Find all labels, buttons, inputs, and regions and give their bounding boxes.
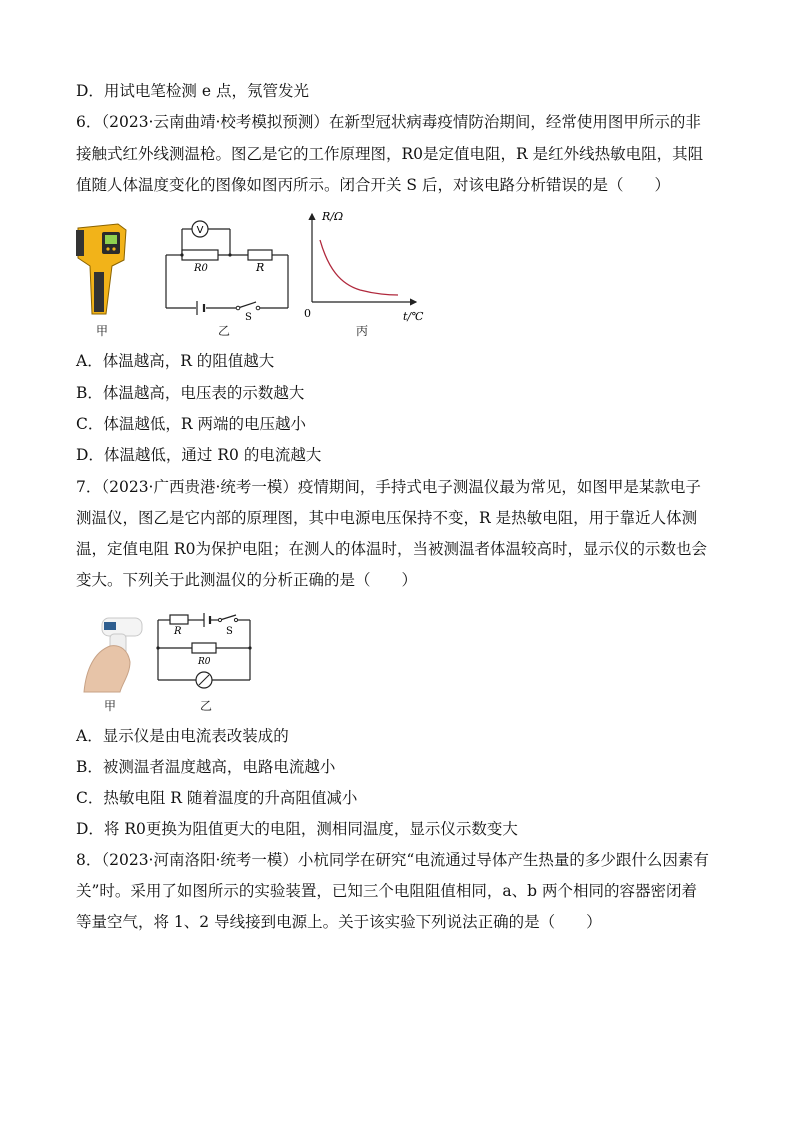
q6-option-b: B．体温越高，电压表的示数越大 [76, 384, 305, 402]
q6-r-resistor [248, 250, 272, 260]
q6-caption-jia: 甲 [96, 324, 109, 338]
q7-stem-line-1: 7．（2023·广西贵港·统考一模）疫情期间，手持式电子测温仪最为常见，如图甲是某款电子 [76, 478, 701, 496]
q6-caption-bing: 丙 [356, 324, 369, 338]
q6-circuit-diagram [160, 212, 295, 324]
q7-r-label: R [174, 626, 182, 637]
q6-stem-line-2: 接触式红外线测温枪。图乙是它的工作原理图，R0是定值电阻，R 是红外线热敏电阻，其阻 [76, 145, 704, 163]
q7-caption-yi: 乙 [200, 699, 213, 713]
q6-r0-label: R0 [194, 263, 208, 274]
q7-option-d: D．将 R0更换为阻值更大的电阻，测相同温度，显示仪示数变大 [76, 820, 518, 838]
q6-stem-line-1: 6．（2023·云南曲靖·校考模拟预测）在新型冠状病毒疫情防治期间，经常使用图甲所示的非 [76, 113, 701, 131]
q7-stem-line-2: 测温仪，图乙是它内部的原理图，其中电源电压保持不变，R 是热敏电阻，用于靠近人体测 [76, 509, 698, 527]
q7-switch-label: S [226, 626, 233, 637]
q7-option-a: A．显示仪是由电流表改装成的 [76, 727, 289, 745]
q6-option-d: D．体温越低，通过 R0 的电流越大 [76, 446, 322, 464]
q8-stem-line-1: 8．（2023·河南洛阳·统考一模）小杭同学在研究“电流通过导体产生热量的多少跟什么因素有 [76, 851, 709, 869]
q7-caption-jia: 甲 [104, 699, 117, 713]
q6-stem-line-3: 值随人体温度变化的图像如图丙所示。闭合开关 S 后，对该电路分析错误的是（ ） [76, 176, 670, 194]
q6-origin: 0 [304, 307, 311, 320]
q8-stem-line-3: 等量空气，将 1、2 导线接到电源上。关于该实验下列说法正确的是（ ） [76, 913, 602, 931]
q6-ylabel: R/Ω [322, 210, 344, 223]
forehead-thermometer-image [80, 612, 144, 694]
q6-option-c: C．体温越低，R 两端的电压越小 [76, 415, 306, 433]
q6-switch-label: S [245, 312, 252, 323]
infrared-thermometer-image [72, 222, 132, 318]
q7-stem-line-3: 温，定值电阻 R0为保护电阻；在测人的体温时，当被测温者体温较高时，显示仪的示数也会 [76, 540, 707, 558]
q8-stem-line-2: 关”时。采用了如图所示的实验装置，已知三个电阻阻值相同，a、b 两个相同的容器密闭着 [76, 882, 698, 900]
q5-option-d: D．用试电笔检测 e 点，氖管发光 [76, 82, 309, 100]
q6-curve [320, 240, 398, 295]
q6-option-a: A．体温越高，R 的阻值越大 [76, 352, 275, 370]
q7-circuit-diagram [152, 610, 262, 692]
q7-option-c: C．热敏电阻 R 随着温度的升高阻值减小 [76, 789, 358, 807]
q6-xlabel: t/℃ [403, 310, 424, 322]
q7-option-b: B．被测温者温度越高，电路电流越小 [76, 758, 336, 776]
q7-r-resistor [170, 615, 188, 624]
q6-voltmeter-label: V [196, 225, 204, 236]
q7-stem-line-4: 变大。下列关于此测温仪的分析正确的是（ ） [76, 571, 418, 589]
q7-r0-resistor [192, 643, 216, 653]
q6-r0-resistor [182, 250, 218, 260]
q6-caption-yi: 乙 [218, 324, 231, 338]
q7-r0-label: R0 [198, 657, 211, 667]
q6-r-label: R [256, 261, 265, 274]
q6-resistance-temperature-graph [300, 206, 430, 322]
